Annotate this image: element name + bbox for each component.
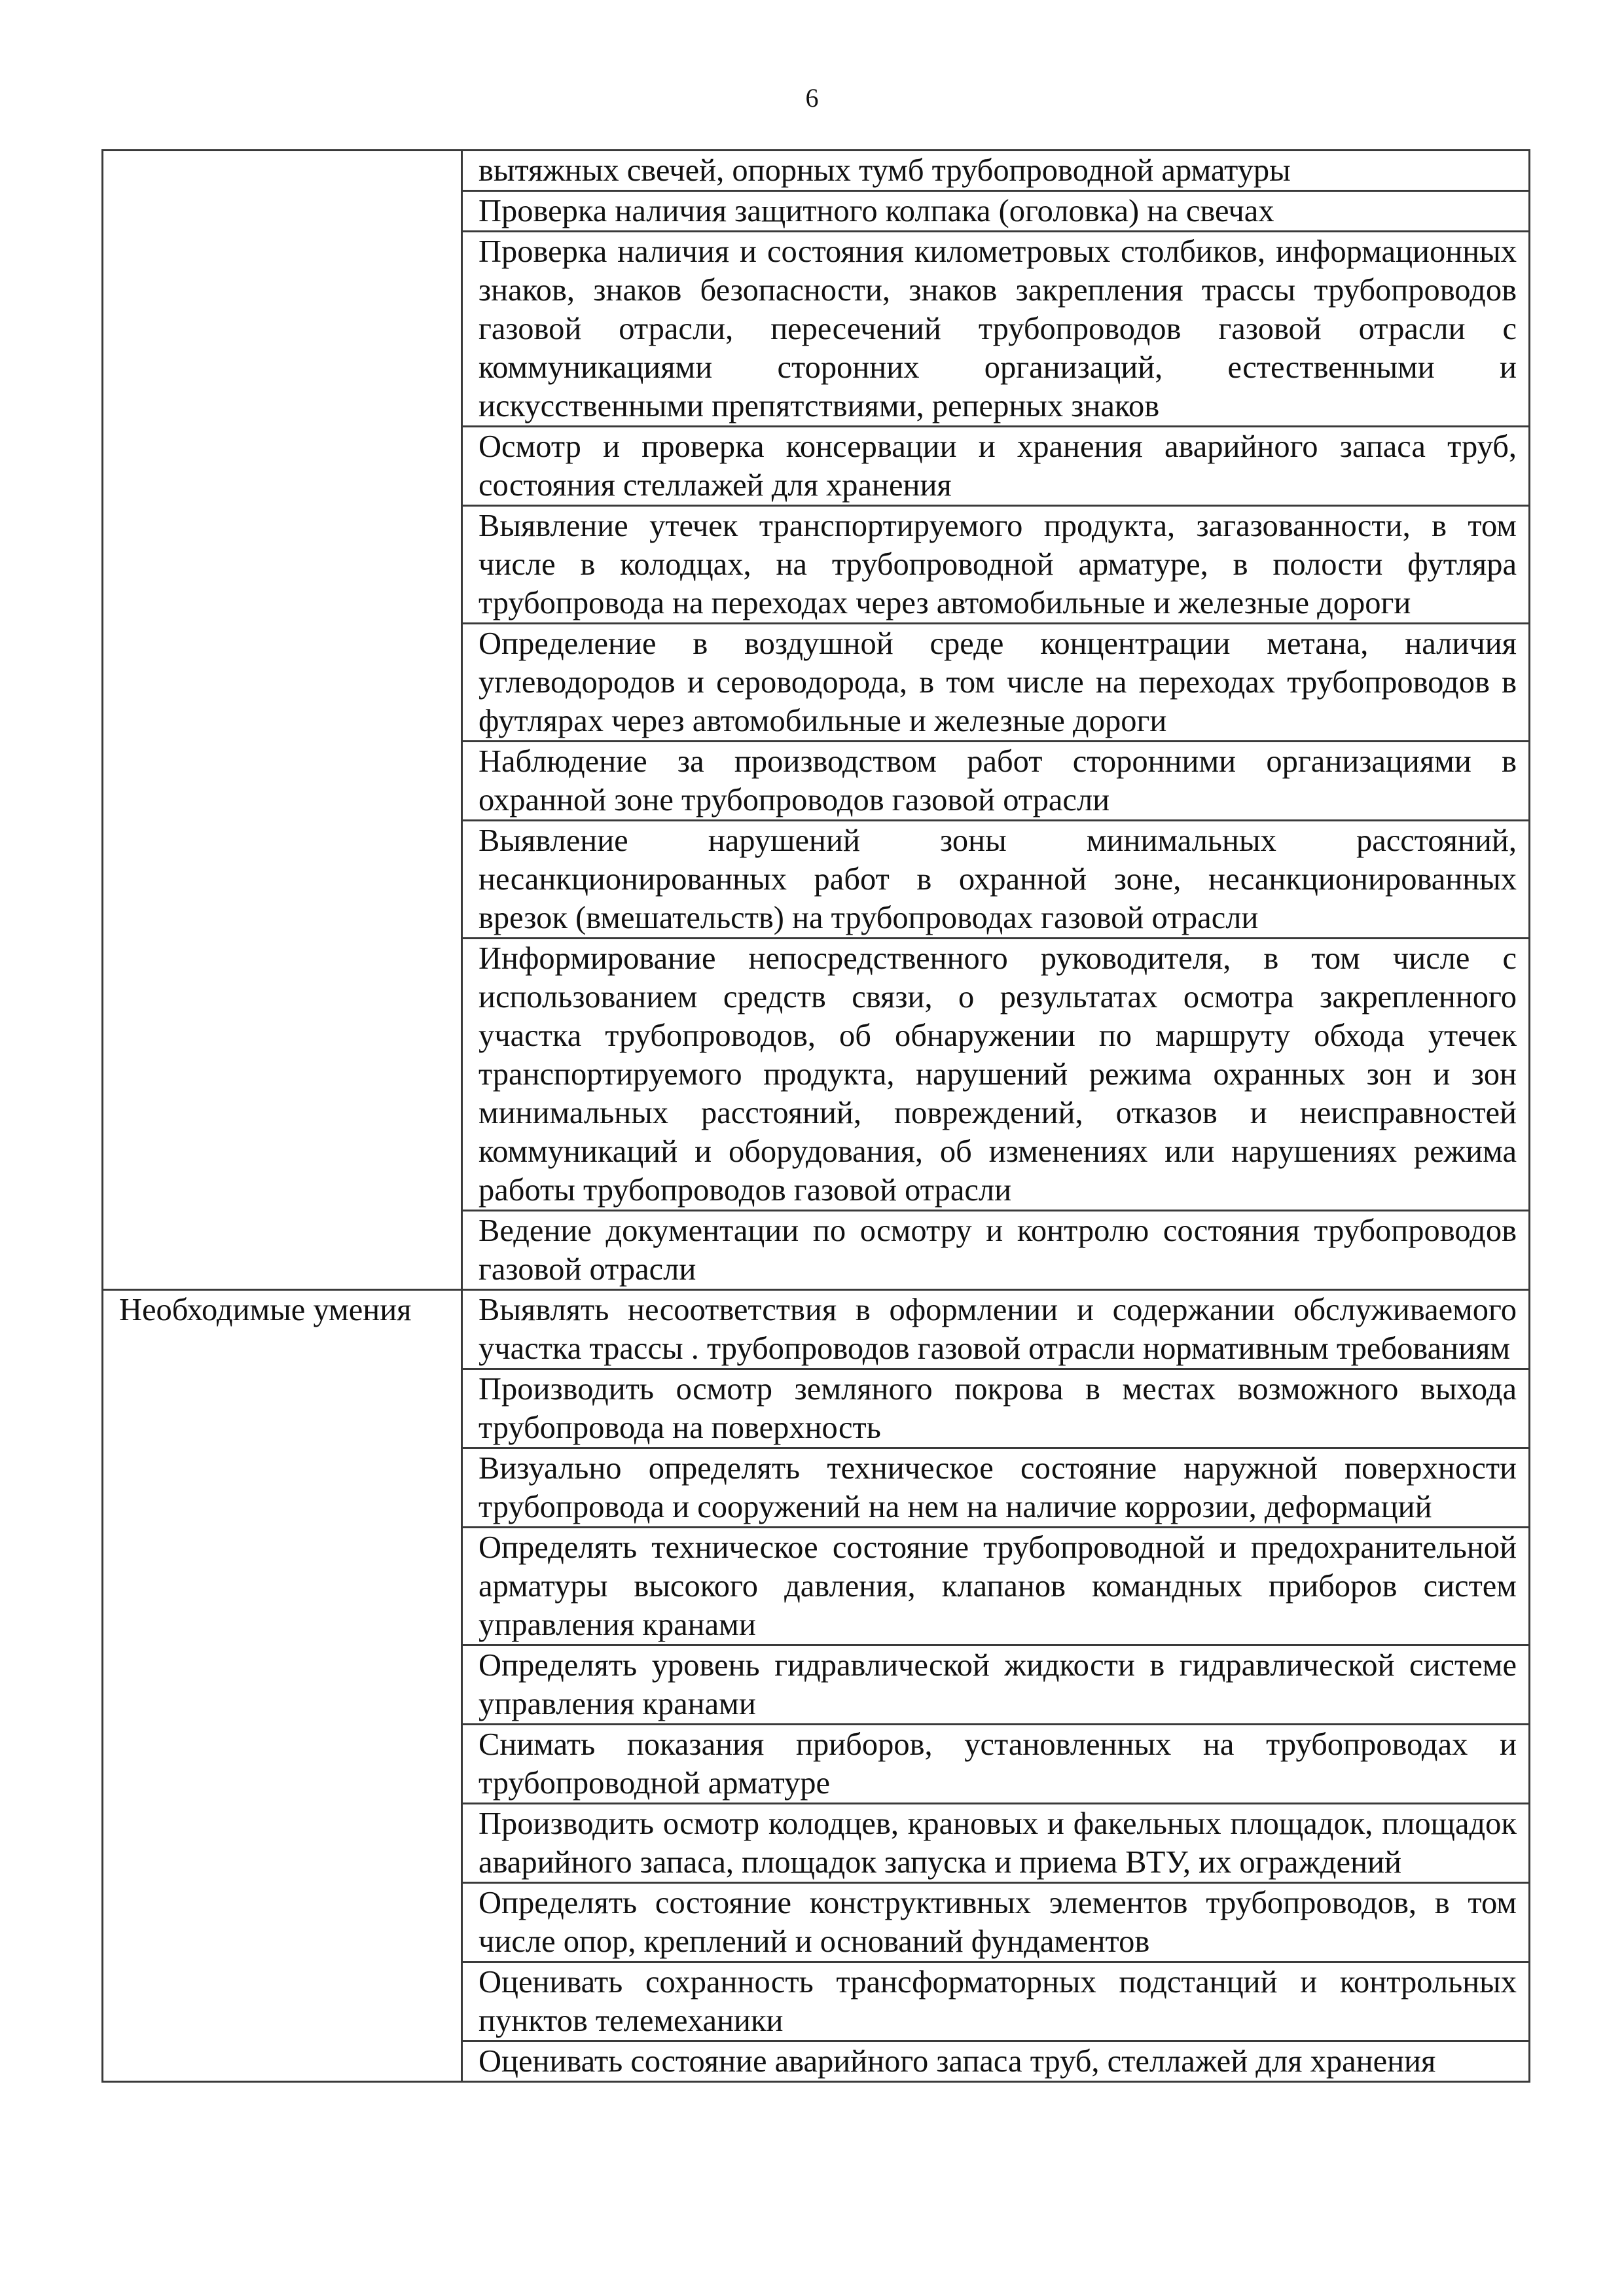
table-row: [103, 151, 1530, 191]
table-cell-action: Проверка наличия и состояния километровых столбиков, информационных знаков, знаков безопасности, знаков закрепления трассы трубопроводов газовой отрасли, пересечений трубопроводов газовой отрасли с коммуникациями сторонних организаций, естественными и искусственными препятствиями, реперных знаков: [462, 232, 1530, 427]
table-cell-skill: Производить осмотр колодцев, крановых и факельных площадок, площадок аварийного запаса, площадок запуска и приема ВТУ, их ограждений: [462, 1804, 1530, 1883]
table-cell-action: Осмотр и проверка консервации и хранения аварийного запаса труб, состояния стеллажей для хранения: [462, 427, 1530, 506]
table-cell-skill: Производить осмотр земляного покрова в местах возможного выхода трубопровода на поверхность: [462, 1369, 1530, 1448]
section-label-empty: [103, 151, 462, 1290]
table-cell-skill: Визуально определять техническое состояние наружной поверхности трубопровода и сооружений на нем на наличие коррозии, деформаций: [462, 1448, 1530, 1528]
table-cell-skill: Оценивать сохранность трансформаторных подстанций и контрольных пунктов телемеханики: [462, 1962, 1530, 2041]
requirements-table: [101, 149, 1530, 2083]
table-cell-skill: Определять техническое состояние трубопроводной и предохранительной арматуры высокого давления, клапанов командных приборов систем управления кранами: [462, 1528, 1530, 1645]
page-number: 6: [805, 83, 819, 113]
table-cell-action: Выявление нарушений зоны минимальных расстояний, несанкционированных работ в охранной зоне, несанкционированных врезок (вмешательств) на трубопроводах газовой отрасли: [462, 821, 1530, 939]
table-cell-skill: Выявлять несоответствия в оформлении и содержании обслуживаемого участка трассы . трубопроводов газовой отрасли нормативным требованиям: [462, 1290, 1530, 1369]
table-cell-action: Наблюдение за производством работ сторонними организациями в охранной зоне трубопроводов газовой отрасли: [462, 742, 1530, 821]
table-cell-action: Проверка наличия защитного колпака (оголовка) на свечах: [462, 191, 1530, 232]
table-cell-skill: Определять состояние конструктивных элементов трубопроводов, в том числе опор, креплений и оснований фундаментов: [462, 1883, 1530, 1962]
table-cell-action: Выявление утечек транспортируемого продукта, загазованности, в том числе в колодцах, на трубопроводной арматуре, в полости футляра трубопровода на переходах через автомобильные и железные дороги: [462, 506, 1530, 624]
table-cell-action: Определение в воздушной среде концентрации метана, наличия углеводородов и сероводорода, в том числе на переходах трубопроводов в футлярах через автомобильные и железные дороги: [462, 624, 1530, 742]
table-cell-skill: Оценивать состояние аварийного запаса труб, стеллажей для хранения: [462, 2041, 1530, 2082]
table-cell-action: Информирование непосредственного руководителя, в том числе с использованием средств связи, о результатах осмотра закрепленного участка трубопроводов, об обнаружении по маршруту обхода утечек транспортируемого продукта, нарушений режима охранных зон и зон минимальных расстояний, повреждений, отказов и неисправностей коммуникаций и оборудования, об изменениях или нарушениях режима работы трубопроводов газовой отрасли: [462, 939, 1530, 1211]
table-cell-action: Ведение документации по осмотру и контролю состояния трубопроводов газовой отрасли: [462, 1211, 1530, 1290]
section-label-skills: Необходимые умения: [103, 1290, 462, 2082]
table-row: [103, 1290, 1530, 1369]
table-cell-action: вытяжных свечей, опорных тумб трубопроводной арматуры: [462, 151, 1530, 191]
table-cell-skill: Определять уровень гидравлической жидкости в гидравлической системе управления кранами: [462, 1645, 1530, 1725]
table-cell-skill: Снимать показания приборов, установленных на трубопроводах и трубопроводной арматуре: [462, 1725, 1530, 1804]
